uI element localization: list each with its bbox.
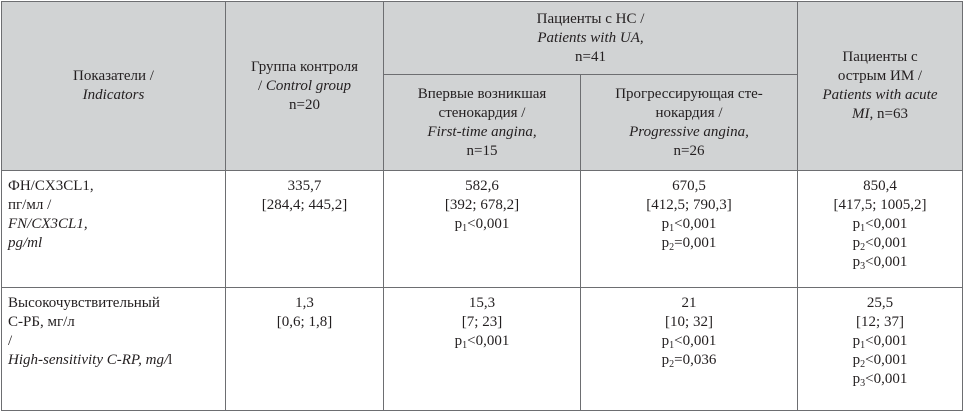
header-mi-n: n=63 <box>877 106 908 122</box>
cell-iqr: [10; 32] <box>665 314 713 330</box>
table-row <box>2 171 963 288</box>
row-label-line: С-РБ, мг/л <box>8 314 75 330</box>
header-progressive-n: n=26 <box>673 142 705 159</box>
header-mi-line2: острым ИМ / <box>837 68 923 84</box>
cell-first-time <box>384 171 581 288</box>
cell-control <box>226 171 384 288</box>
cell-iqr: [0,6; 1,8] <box>276 314 333 330</box>
cell-progressive <box>581 171 798 288</box>
cell-p1: $p_1<0,001$ <box>454 216 510 234</box>
header-ua-n: n=41 <box>575 48 606 65</box>
row-label-line: Высокочувствительный <box>8 295 160 311</box>
cell-median: 670,5 <box>672 178 706 194</box>
header-indicators <box>2 2 226 171</box>
header-first-time-line2: стенокардия / <box>438 104 526 121</box>
cell-p2: $p_2<0,001$ <box>852 352 908 370</box>
header-indicators-ru: Показатели / <box>73 68 154 84</box>
row-label-hs-crp <box>2 288 226 411</box>
cell-iqr: [417,5; 1005,2] <box>833 197 927 213</box>
header-ua-ru: Пациенты с НС / <box>536 10 645 27</box>
row-label-line: пг/мл / <box>8 197 52 213</box>
cell-median: 25,5 <box>866 295 894 311</box>
cell-median: 15,3 <box>468 295 496 311</box>
header-progressive-line2: нокардия / <box>655 104 723 121</box>
cell-iqr: [12; 37] <box>856 314 904 330</box>
header-mi-en2: MI, <box>852 106 874 122</box>
cell-p2: $p_2=0,036$ <box>661 352 717 370</box>
row-label-line: pg/ml <box>8 235 43 251</box>
cell-progressive <box>581 288 798 411</box>
cell-control <box>226 288 384 411</box>
header-control-ru: Группа контроля <box>251 58 358 75</box>
cell-p2: $p_2<0,001$ <box>852 235 908 253</box>
row-label-line: FN/CX3CL1, <box>8 216 88 232</box>
header-mi-line1: Пациенты с <box>842 49 918 65</box>
cell-first-time <box>384 288 581 411</box>
cell-iqr: [284,4; 445,2] <box>261 197 348 213</box>
header-indicators-en: Indicators <box>82 87 145 103</box>
header-control-slash: / <box>257 77 266 94</box>
cell-iqr: [7; 23] <box>461 314 503 330</box>
cell-median: 21 <box>681 295 697 311</box>
table-row <box>2 288 963 411</box>
cell-p1: $p_1<0,001$ <box>852 216 908 234</box>
results-table <box>1 1 963 411</box>
header-first-time-n: n=15 <box>466 142 498 159</box>
cell-median: 335,7 <box>287 178 322 194</box>
header-first-time-angina <box>384 75 581 171</box>
cell-mi <box>798 288 963 411</box>
header-mi-group <box>798 2 963 171</box>
cell-p1: $p_1<0,001$ <box>661 333 717 351</box>
cell-p2: $p_2=0,001$ <box>661 235 717 253</box>
row-label-line: High-sensitivity C-RP, mg/ <box>8 352 169 368</box>
cell-p1: $p_1<0,001$ <box>454 333 510 351</box>
row-label-fractalkine <box>2 171 226 288</box>
cell-iqr: [412,5; 790,3] <box>646 197 732 213</box>
header-ua-en: Patients with UA, <box>537 29 644 46</box>
cell-median: 850,4 <box>863 178 897 194</box>
row-label-unit-tail: l <box>168 352 173 368</box>
cell-p1: $p_1<0,001$ <box>661 216 717 234</box>
header-control-en: Control group <box>265 77 352 94</box>
header-mi-en1: Patients with acute <box>822 87 938 103</box>
header-progressive-line1: Прогрессирующая сте- <box>615 85 763 102</box>
cell-p3: $p_3<0,001$ <box>852 254 908 272</box>
cell-iqr: [392; 678,2] <box>444 197 520 213</box>
cell-median: 582,6 <box>465 178 499 194</box>
header-ua-group <box>384 2 798 75</box>
cell-p1: $p_1<0,001$ <box>852 333 908 351</box>
header-progressive-angina <box>581 75 798 171</box>
header-control-group <box>226 2 384 171</box>
header-progressive-en: Progressive angina, <box>629 123 749 140</box>
cell-p3: $p_3<0,001$ <box>852 371 908 389</box>
cell-mi <box>798 171 963 288</box>
cell-median: 1,3 <box>295 295 314 311</box>
header-control-n: n=20 <box>289 96 320 113</box>
header-first-time-line1: Впервые возникшая <box>417 85 547 102</box>
row-label-line: ФН/CX3CL1, <box>8 178 94 194</box>
row-label-line: / <box>8 333 13 349</box>
header-first-time-en: First-time angina, <box>427 123 537 140</box>
